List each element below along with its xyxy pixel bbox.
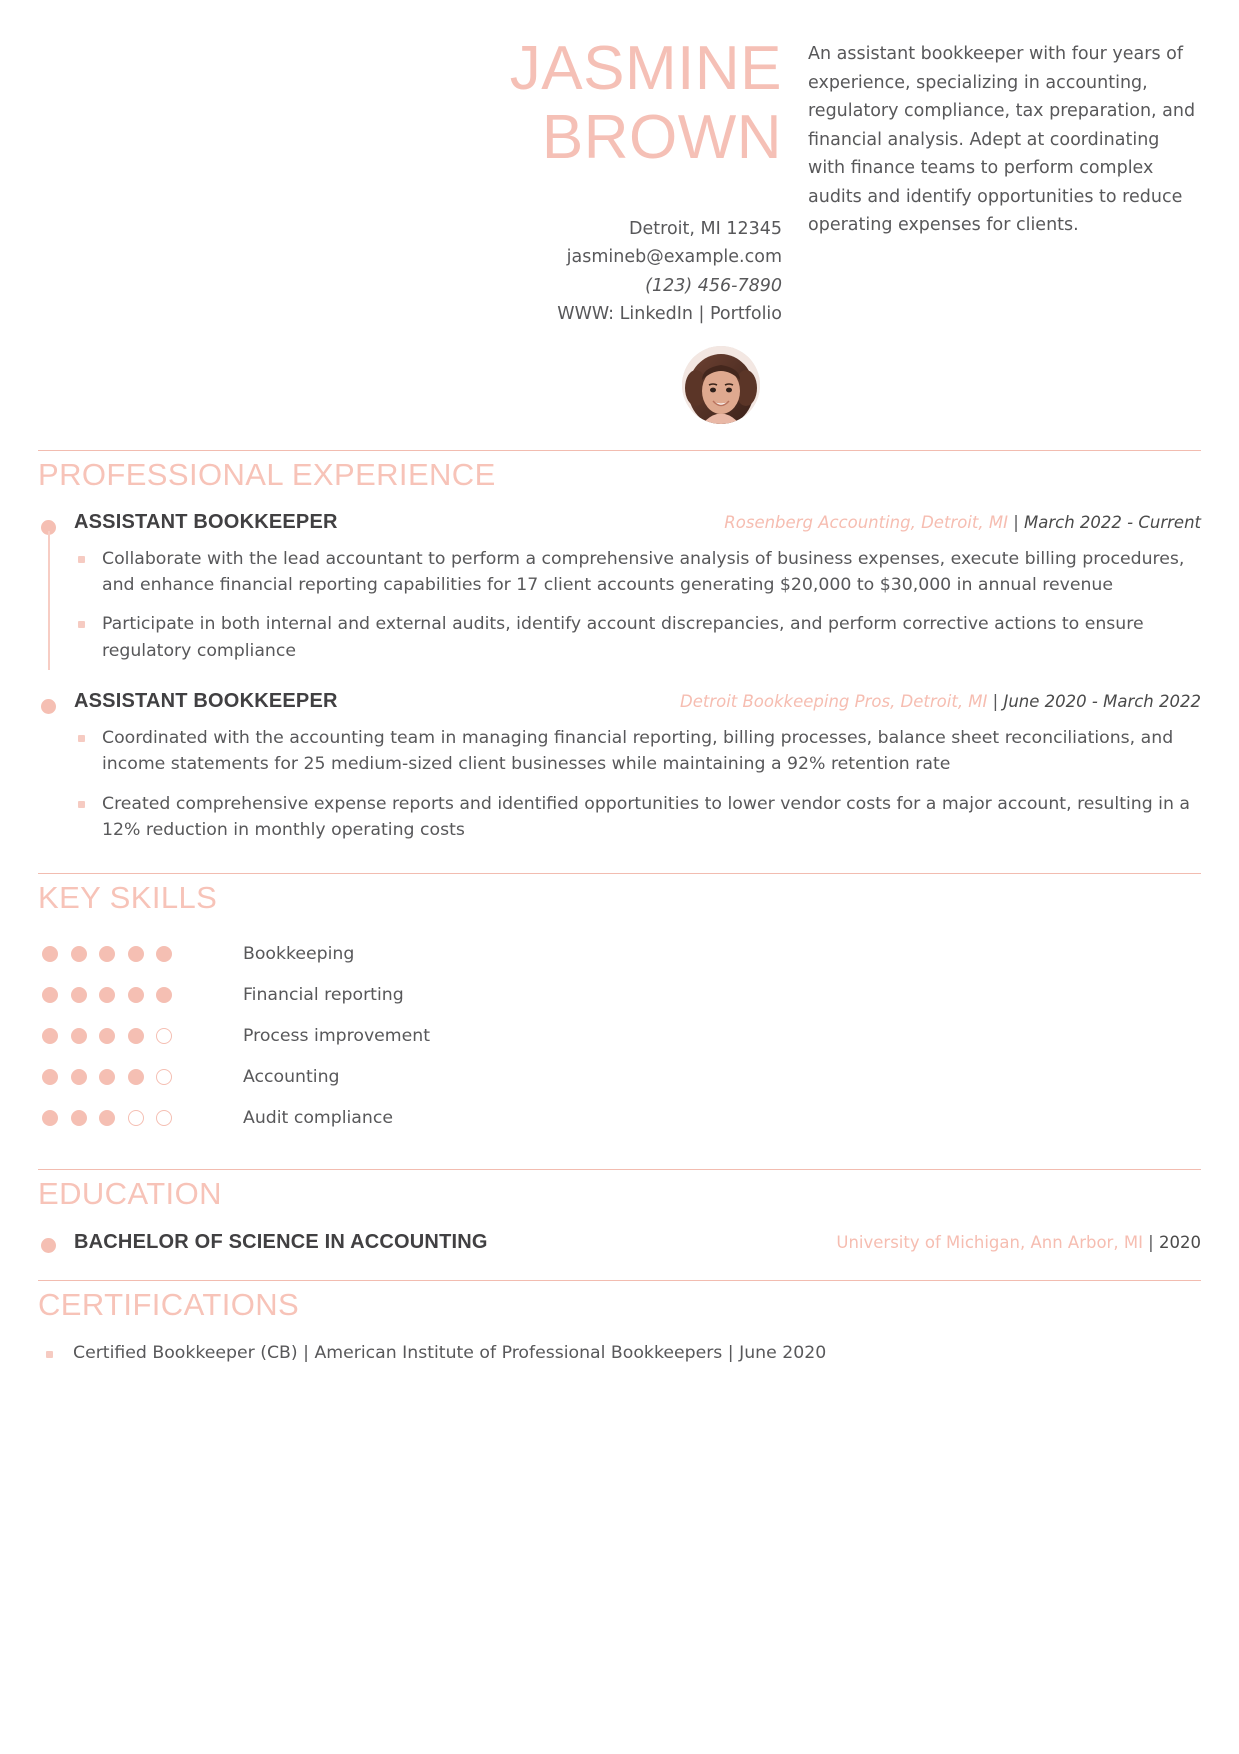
job-dates: June 2020 - March 2022 (1003, 692, 1201, 712)
rating-dot-empty-icon (156, 1028, 172, 1044)
professional-summary: An assistant bookkeeper with four years of experience, specializing in accounting, regulatory compliance, tax preparation, and financial analysis. Adept at coordinating with finance teams to perform complex audits and identify opportunities to reduce operating expenses for clients. (808, 44, 1196, 236)
job-bullet: Created comprehensive expense reports and identified opportunities to lower vendor costs for a major account, resulting in a 12% reduction in monthly operating costs (74, 791, 1201, 844)
rating-dot-filled-icon (99, 1028, 115, 1044)
rating-dot-filled-icon (71, 946, 87, 962)
section-title-certifications: CERTIFICATIONS (38, 1287, 300, 1323)
section-title-education: EDUCATION (38, 1175, 222, 1211)
contact-email[interactable]: jasmineb@example.com (566, 247, 782, 268)
rating-dot-empty-icon (156, 1069, 172, 1085)
rating-dot-filled-icon (42, 1028, 58, 1044)
section-divider (38, 450, 1201, 451)
first-name: JASMINE (509, 34, 782, 103)
job-bullet-list (74, 725, 1201, 843)
experience-item-header (74, 690, 1201, 713)
rating-dot-empty-icon (128, 1110, 144, 1126)
job-company: Rosenberg Accounting, Detroit, MI (724, 512, 1008, 532)
rating-dot-filled-icon (128, 1028, 144, 1044)
avatar-image (682, 346, 760, 424)
rating-dot-filled-icon (156, 987, 172, 1003)
header-identity-block (38, 34, 808, 424)
job-bullet: Collaborate with the lead accountant to perform a comprehensive analysis of business expenses, execute billing procedures, and enhance financial reporting capabilities for 17 client accounts generating $20,000 to $30,000 in annual revenue (74, 546, 1201, 599)
rating-dot-filled-icon (71, 987, 87, 1003)
rating-dot-filled-icon (99, 946, 115, 962)
job-bullet: Participate in both internal and external audits, identify account discrepancies, and perform corrective actions to ensure regulatory compliance (74, 611, 1201, 664)
experience-item (38, 690, 1201, 843)
rating-dot-filled-icon (42, 1069, 58, 1085)
education-separator: | (1142, 1233, 1159, 1253)
resume-header (38, 0, 1201, 424)
education-list (38, 1231, 1201, 1254)
skill-rating (38, 1110, 198, 1126)
timeline-dot-icon (41, 1238, 56, 1253)
section-key-skills (38, 873, 1201, 1139)
skill-rating (38, 1069, 198, 1085)
timeline-line (48, 531, 50, 670)
header-summary-block (808, 34, 1201, 240)
job-separator: | (987, 692, 1004, 712)
certification-item: Certified Bookkeeper (CB) | American Institute of Professional Bookkeepers | June 2020 (38, 1341, 1201, 1367)
certifications-list (38, 1341, 1201, 1367)
rating-dot-filled-icon (71, 1028, 87, 1044)
education-year: 2020 (1159, 1233, 1201, 1253)
job-meta (680, 692, 1201, 711)
education-meta (836, 1233, 1201, 1252)
job-separator: | (1007, 512, 1025, 532)
section-professional-experience (38, 450, 1201, 843)
avatar (682, 346, 760, 424)
rating-dot-filled-icon (42, 946, 58, 962)
contact-block (38, 215, 782, 328)
rating-dot-filled-icon (99, 1069, 115, 1085)
skill-label: Process improvement (243, 1026, 431, 1047)
skill-rating (38, 946, 198, 962)
job-title: ASSISTANT BOOKKEEPER (74, 510, 338, 533)
section-divider (38, 873, 1201, 874)
rating-dot-empty-icon (156, 1110, 172, 1126)
experience-item-header (74, 511, 1201, 534)
section-education (38, 1169, 1201, 1255)
rating-dot-filled-icon (99, 1110, 115, 1126)
section-title-skills: KEY SKILLS (38, 880, 218, 916)
education-degree: BACHELOR OF SCIENCE IN ACCOUNTING (74, 1231, 488, 1254)
skill-row (38, 934, 1201, 975)
contact-phone[interactable]: (123) 456-7890 (645, 275, 782, 296)
skill-label: Audit compliance (243, 1108, 393, 1129)
skill-row (38, 975, 1201, 1016)
experience-item (38, 511, 1201, 664)
job-dates: March 2022 - Current (1024, 512, 1201, 532)
rating-dot-filled-icon (128, 946, 144, 962)
skill-rating (38, 987, 198, 1003)
skill-label: Financial reporting (243, 985, 404, 1006)
rating-dot-filled-icon (42, 987, 58, 1003)
rating-dot-filled-icon (71, 1110, 87, 1126)
contact-location: Detroit, MI 12345 (629, 218, 782, 239)
last-name: BROWN (541, 103, 782, 173)
section-title-experience: PROFESSIONAL EXPERIENCE (38, 457, 496, 493)
job-bullet: Coordinated with the accounting team in managing financial reporting, billing processes, balance sheet reconciliations, and income statements for 25 medium-sized client businesses while maintaining a 92% retention rate (74, 725, 1201, 778)
timeline-dot-icon (41, 699, 56, 714)
photo-container (38, 346, 782, 424)
rating-dot-filled-icon (42, 1110, 58, 1126)
education-school: University of Michigan, Ann Arbor, MI (836, 1233, 1143, 1253)
job-title: ASSISTANT BOOKKEEPER (74, 690, 338, 713)
experience-list (38, 511, 1201, 843)
job-meta (724, 513, 1201, 532)
skill-label: Accounting (243, 1067, 340, 1088)
rating-dot-filled-icon (128, 987, 144, 1003)
skill-label: Bookkeeping (243, 944, 355, 965)
job-company: Detroit Bookkeeping Pros, Detroit, MI (679, 692, 988, 712)
rating-dot-filled-icon (156, 946, 172, 962)
section-certifications (38, 1280, 1201, 1367)
rating-dot-filled-icon (71, 1069, 87, 1085)
contact-web-links[interactable]: WWW: LinkedIn | Portfolio (557, 303, 782, 324)
job-bullet-list (74, 546, 1201, 664)
skills-list (38, 934, 1201, 1139)
education-item (38, 1231, 1201, 1254)
rating-dot-filled-icon (128, 1069, 144, 1085)
skill-row (38, 1098, 1201, 1139)
section-divider (38, 1169, 1201, 1170)
page-title (38, 34, 782, 173)
skill-row (38, 1016, 1201, 1057)
rating-dot-filled-icon (99, 987, 115, 1003)
section-divider (38, 1280, 1201, 1281)
skill-row (38, 1057, 1201, 1098)
skill-rating (38, 1028, 198, 1044)
